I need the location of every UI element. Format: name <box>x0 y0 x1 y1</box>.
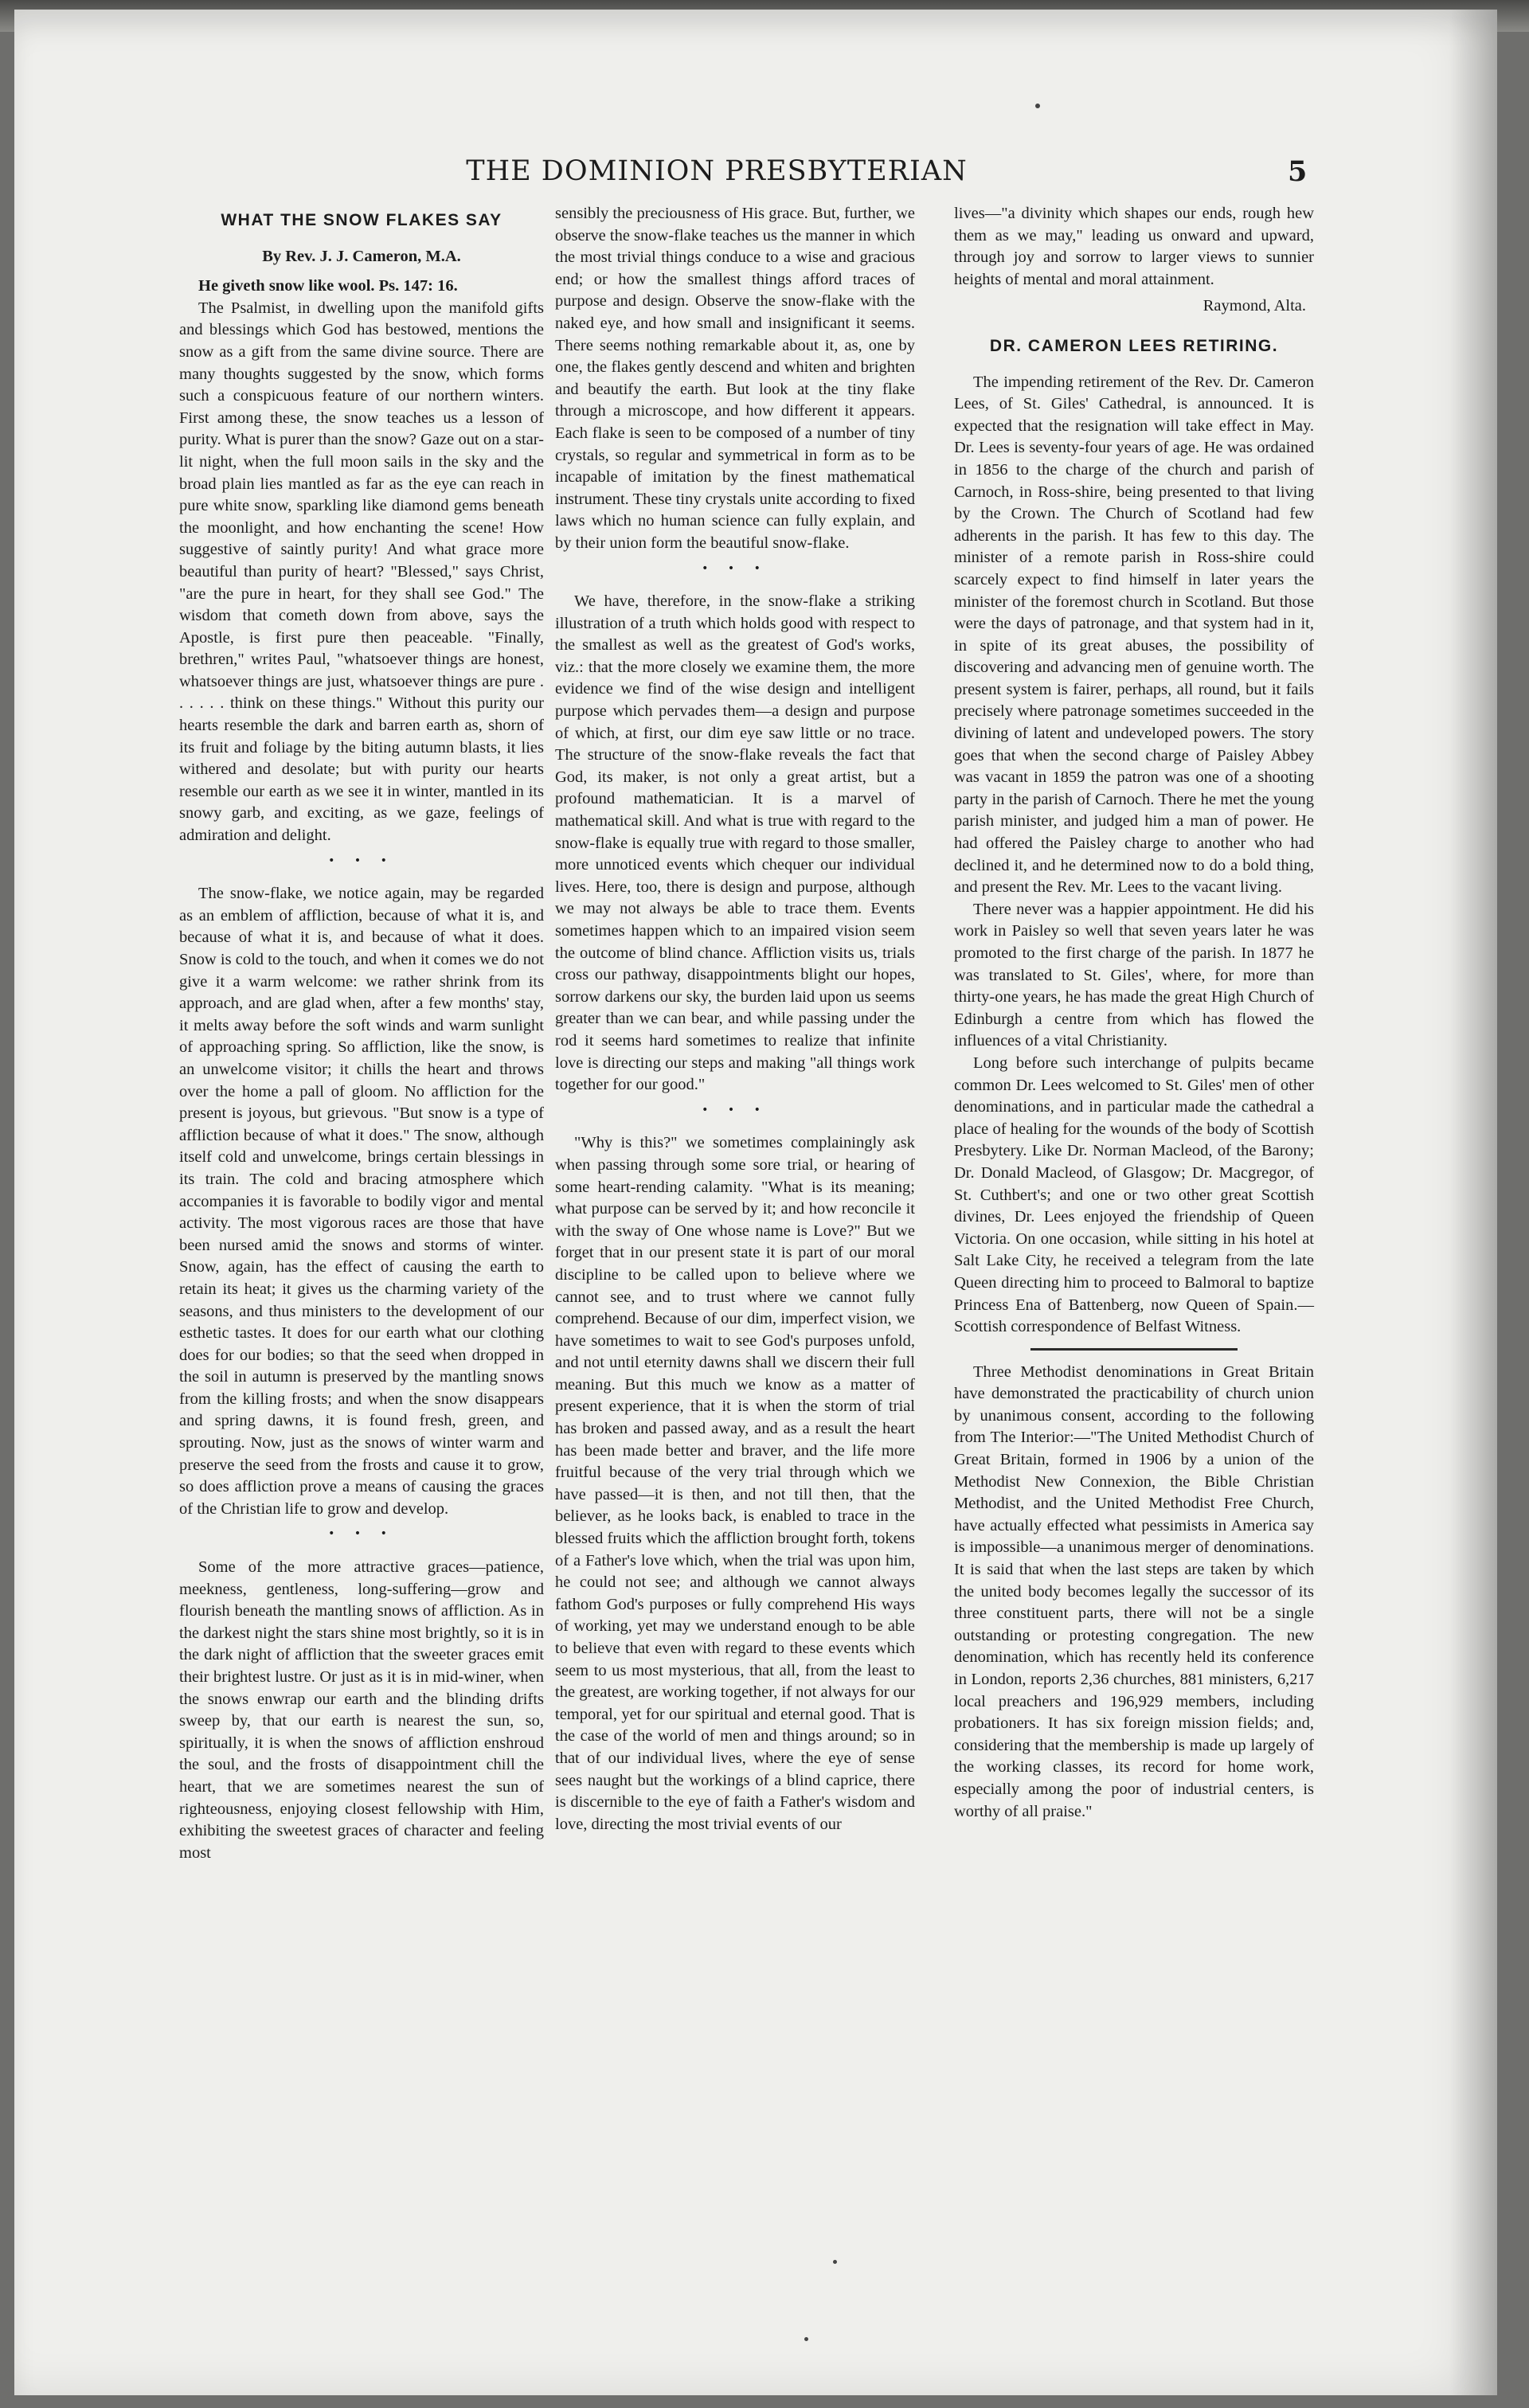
article-paragraph: sensibly the preciousness of His grace. But, further, we observe the snow-flake teaches us the manner in which the most trivial things conduce to a wise and gracious end; or how the smallest things afford traces of purpose and design. Observe the snow-flake with the naked eye, and how small and insignificant it seems. There seems nothing remarkable about it, as, one by one, the flakes gently descend and whiten and brighten and beautify the earth. But look at the tiny flake through a microscope, and how different it appears. Each flake is seen to be composed of a number of tiny crystals, so regular and symmetrical in form as to be incapable of imitation by the finest mathematical instrument. These tiny crystals unite according to fixed laws which no human science can fully explain, and by their union form the beautiful snow-flake. <box>555 205 915 552</box>
scripture-epigraph: He giveth snow like wool. Ps. 147: 16. <box>198 277 458 295</box>
section-divider: • • • <box>702 1103 768 1116</box>
article-paragraph: We have, therefore, in the snow-flake a striking illustration of a truth which holds good with respect to the smallest as well as the greatest of God's works, viz.: that the more closely we examine them, the more evidence we find of the wise design and intelligent purpose which pervades them—a design and purpose of which, at first, our dim eye saw little or no trace. The structure of the snow-flake reveals the fact that God, its maker, is not only a great artist, but a profound mathematician. It is a marvel of mathematical skill. And what is true with regard to the snow-flake is equally true with regard to those smaller, more unnoticed events which chequer our individual lives. Here, too, there is design and purpose, although we may not always be able to trace them. Events sometimes happen which to an impaired vision seem the outcome of blind chance. Affliction visits us, trials cross our pathway, disappointments blight our hopes, sorrow darkens our sky, the burden laid upon us seems greater than we can bear, and while passing under the rod it seems hard sometimes to realize that infinite love is directing our steps and making "all things work together for our good." <box>555 592 915 1094</box>
article-paragraph: The impending retirement of the Rev. Dr. Cameron Lees, of St. Giles' Cathedral, is announced. It is expected that the resignation will take effect in May. Dr. Lees is seventy-four years of age. He was ordained in 1856 to the charge of the church and parish of Carnoch, in Ross-shire, being presented to that living by the Crown. The Church of Scotland had few adherents in the parish. It has few to this day. The minister of a remote parish in Ross-shire could scarcely expect to find himself in later years the minister of the foremost church in Scotland. But those were the days of patronage, and that system had in it, in spite of its great abuses, the possibility of discovering and advancing men of genuine worth. The present system is fairer, perhaps, all round, but it fails precisely where patronage sometimes succeeded in the divining of latent and undeveloped powers. The story goes that when the second charge of Paisley Abbey was vacant in 1859 the patron was one of a shooting party in the parish of Carnoch. There he met the young parish minister, and judged him a man of power. He had offered the Paisley charge to another who had declined it, and he determined now to do a bold thing, and present the Rev. Mr. Lees to the vacant living. <box>954 373 1314 897</box>
column-3 <box>954 203 1314 1823</box>
article-headline: WHAT THE SNOW FLAKES SAY <box>221 211 502 229</box>
section-divider: • • • <box>328 1527 395 1541</box>
article-paragraph: The Psalmist, in dwelling upon the manifold gifts and blessings which God has bestowed, mentions the snow as a gift from the same divine source. There are many thoughts suggested by the snow, which forms such a conspicuous feature of our northern winters. First among these, the snow teaches us a lesson of purity. What is purer than the snow? Gaze out on a star-lit night, when the full moon sails in the sky and the broad plain lies mantled as far as the eye can reach in pure white snow, sparkling like diamond gems beneath the moonlight, and how enchanting the scene! How suggestive of saintly purity! And what grace more beautiful than purity of heart? "Blessed," says Christ, "are the pure in heart, for they shall see God." The wisdom that cometh down from above, says the Apostle, is first pure then peaceable. "Finally, brethren," writes Paul, "whatsoever things are honest, whatsoever things are just, whatsoever things are pure . . . . . . think on these things." Without this purity our hearts resemble the dark and barren earth as, shorn of its fruit and foliage by the biting autumn blasts, it lies withered and desolate; but with purity our hearts resemble our earth as we see it in winter, mantled in its snowy garb, and exciting, as we gaze, feelings of admiration and delight. <box>179 299 544 845</box>
article-paragraph: lives—"a divinity which shapes our ends, rough hew them as we may," leading us onward and upward, through joy and sorrow to larger views to sunnier heights of mental and moral attainment. <box>954 205 1314 288</box>
article-paragraph: There never was a happier appointment. He did his work in Paisley so well that seven years later he was promoted to the first charge of the parish. In 1877 he was translated to St. Giles', where, for more than thirty-one years, he has made the great High Church of Edinburgh a centre from which has flowed the influences of a vital Christianity. <box>954 900 1314 1050</box>
print-speck <box>833 2260 837 2264</box>
article-paragraph: Long before such interchange of pulpits became common Dr. Lees welcomed to St. Giles' men of other denominations, and in particular made the cathedral a place of healing for the wounds of the body of Scottish Presbytery. Like Dr. Norman Macleod, of the Barony; Dr. Donald Macleod, of Glasgow; Dr. Macgregor, of St. Cuthbert's; and one or two other great Scottish divines, Dr. Lees enjoyed the friendship of Queen Victoria. On one occasion, while sitting in his hotel at Salt Lake City, he received a telegram from the late Queen directing him to proceed to Balmoral to baptize Princess Ena of Battenberg, now Queen of Spain.—Scottish correspondence of Belfast Witness. <box>954 1054 1314 1336</box>
page-shadow <box>1449 10 1497 2395</box>
print-speck <box>1035 104 1040 108</box>
section-divider: • • • <box>702 561 768 575</box>
article-paragraph: "Why is this?" we sometimes complainingly ask when passing through some sore trial, or hearing of some heart-rending calamity. "What is its meaning; what purpose can be served by it; and how reconcile it with the sway of One whose name is Love?" But we forget that in our present state it is part of our moral discipline to be called upon to believe where we cannot see, and to trust where we cannot fully comprehend. Because of our dim, imperfect vision, we have sometimes to wait to see God's purposes unfold, and not until eternity dawns shall we discern their full meaning. But this much we know as a matter of present experience, that it is when the storm of trial has broken and passed away, and as a result the heart has been made better and braver, and the life more fruitful because of the very trial through which we have passed—it is then, and not till then, that the believer, as he looks back, is enabled to trace in the blessed fruits which the affliction brought forth, tokens of a Father's love which, when the trial was upon him, he could not see; and although we cannot always fathom God's purposes or fully comprehend His ways of working, yet may we understand enough to be able to believe that even with regard to these events which seem to us most mysterious, that all, from the least to the greatest, are working together, if not always for our temporal, yet for our spiritual and eternal good. That is the case of the world of men and things around; so in that of our individual lives, where the eye of sense sees naught but the workings of a blind caprice, there is discernible to the eye of faith a Father's wisdom and love, directing the most trivial events of our <box>555 1134 915 1833</box>
running-head: THE DOMINION PRESBYTERIAN <box>466 155 968 187</box>
column-1 <box>179 203 544 1864</box>
page-number: 5 <box>1288 155 1308 188</box>
print-speck <box>804 2337 808 2341</box>
article-paragraph: Three Methodist denominations in Great Britain have demonstrated the practicability of church union by unanimous consent, according to the following from The Interior:—"The United Methodist Church of Great Britain, formed in 1906 by a union of the Methodist New Connexion, the Bible Christian Methodist, and the United Methodist Free Church, have actually effected what pessimists in America say is impossible—a unanimous merger of denominations. It is said that when the last steps are taken by which the united body becomes legally the successor of its three constituent parts, there will not be a single outstanding or protesting congregation. The new denomination, which has recently held its conference in London, reports 2,36 churches, 881 ministers, 6,217 local preachers and 196,929 members, including probationers. It has six foreign mission fields; and, considering that the membership is made up largely of the working classes, its record for home work, especially among the poor of industrial centers, is worthy of all praise." <box>954 1362 1314 1820</box>
article-paragraph: Some of the more attractive graces—patience, meekness, gentleness, long-suffering—grow and flourish beneath the mantling snows of affliction. As in the darkest night the stars shine most brightly, so it is in the dark night of affliction that the sweeter graces emit their brightest lustre. Or just as it is in mid-winer, when the snows enwrap our earth and the blinding drifts sweep by, that our earth is nearest the sun, so, spiritually, it is when the snows of affliction enshroud the soul, and the frosts of disappointment chill the heart, that we are sometimes nearest the sun of righteousness, enjoying closest fellowship with Him, exhibiting the sweetest graces of character and feeling most <box>179 1558 544 1862</box>
column-2 <box>555 203 915 1835</box>
article-byline: By Rev. J. J. Cameron, M.A. <box>262 247 461 265</box>
column-rule <box>1030 1348 1238 1351</box>
section-divider: • • • <box>328 854 395 867</box>
article-signature: Raymond, Alta. <box>1202 297 1306 315</box>
article-headline: DR. CAMERON LEES RETIRING. <box>989 336 1279 355</box>
article-paragraph: The snow-flake, we notice again, may be regarded as an emblem of affliction, because of what it is, and because of what it is, and because of what it does. Snow is cold to the touch, and when it comes we do not give it a warm welcome: we rather shrink from its approach, and are glad when, after a few months' stay, it melts away before the soft winds and warm sunlight of approaching spring. So affliction, like the snow, is an unwelcome visitor; it chills the heart and throws over the home a pall of gloom. No affliction for the present is joyous, but grievous. "But snow is a type of affliction because of what it does." The snow, although itself cold and unwelcome, brings certain blessings in its train. The cold and bracing atmosphere which accompanies it is favorable to bodily vigor and mental activity. The most vigorous races are those that have been nursed amid the snows and storms of winter. Snow, again, has the effect of causing the earth to retain its heat; it gives us the charming variety of the seasons, and thus ministers to the development of our esthetic tastes. It does for our earth what our clothing does for our bodies; so that the seed when dropped in the soil in autumn is preserved by the mantling snows from the killing frosts; and when the snow disappears and spring dawns, it is found fresh, green, and sprouting. Now, just as the snows of winter warm and preserve the seed from the frosts and cause it to grow, so does affliction prove a means of causing the graces of the Christian life to grow and develop. <box>179 885 544 1518</box>
